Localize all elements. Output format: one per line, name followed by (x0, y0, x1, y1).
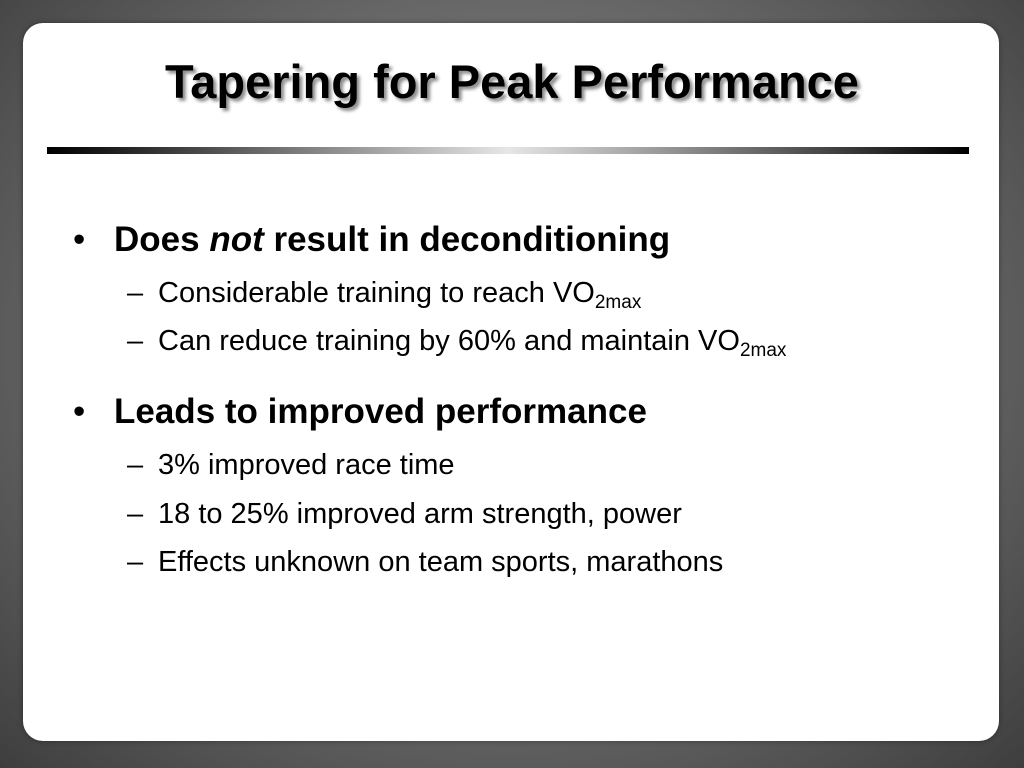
sub-marker: – (127, 277, 144, 309)
sub-subscript: 2max (739, 340, 787, 361)
bullet-text-emphasis: not (209, 220, 264, 259)
sub-text: 3% improved race time (158, 449, 455, 481)
bullet-text: Leads to improved performance (114, 392, 647, 431)
bullet-marker: • (73, 392, 86, 431)
sub-text: 18 to 25% improved arm strength, power (158, 498, 682, 530)
sub-marker: – (127, 325, 144, 357)
sub-marker: – (127, 498, 144, 530)
sub-item-arm-strength (127, 497, 682, 531)
sub-subscript: 2max (594, 292, 642, 313)
sub-item-effects-unknown (127, 545, 723, 579)
slide-card (23, 23, 999, 741)
sub-item-considerable-training (127, 276, 642, 313)
sub-text: Considerable training to reach VO (158, 277, 595, 309)
sub-marker: – (127, 546, 144, 578)
sub-text: Can reduce training by 60% and maintain VO (158, 325, 740, 357)
bullet-item-deconditioning (73, 220, 670, 260)
sub-item-reduce-training (127, 324, 787, 361)
bullet-text-before: Does (114, 220, 210, 259)
bullet-text-after: result in deconditioning (263, 220, 671, 259)
sub-marker: – (127, 449, 144, 481)
sub-text: Effects unknown on team sports, marathons (158, 546, 724, 578)
sub-item-race-time (127, 448, 455, 482)
slide-title: Tapering for Peak Performance (165, 55, 859, 108)
bullet-marker: • (73, 220, 86, 259)
bullet-item-improved-performance (73, 392, 647, 432)
title-divider (47, 147, 969, 154)
